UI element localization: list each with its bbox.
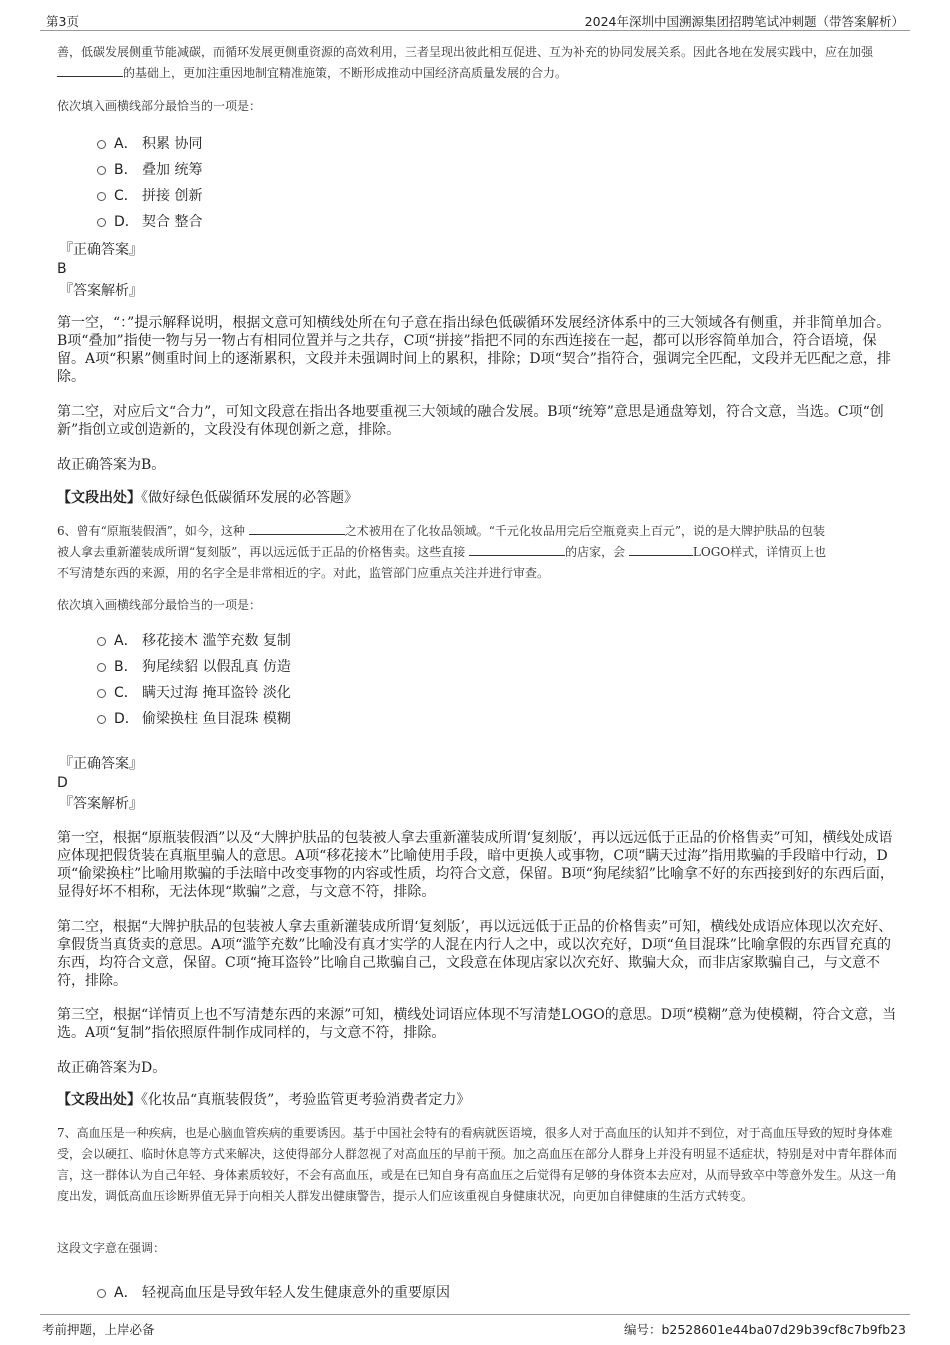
q5-analysis-3: 故正确答案为B。 [57, 457, 166, 473]
q5-prompt: 依次填入画横线部分最恰当的一项是： [57, 99, 262, 113]
q5-answer: B [57, 261, 67, 277]
q7-option-a[interactable]: A． 轻视高血压是导致年轻人发生健康意外的重要原因 [97, 1283, 450, 1303]
page-footer [40, 1314, 910, 1339]
q6-source: 【文段出处】《化妆品“真瓶装假货”，考验监管更考验消费者定力》 [57, 1092, 471, 1108]
q5-option-a[interactable]: A． 积累 协同 [97, 134, 202, 154]
page-header [40, 10, 910, 31]
radio-icon[interactable] [97, 1289, 106, 1298]
page-number: 第3页 [46, 14, 79, 29]
q5-option-c[interactable]: C． 拼接 创新 [97, 186, 202, 206]
q6-option-d[interactable]: D． 偷梁换柱 鱼目混珠 模糊 [97, 709, 291, 729]
q5-source: 【文段出处】《做好绿色低碳循环发展的必答题》 [57, 490, 358, 506]
q7-prompt: 这段文字意在强调： [57, 1241, 166, 1255]
footer-slogan: 考前押题，上岸必备 [42, 1322, 155, 1337]
q6-analysis-4: 故正确答案为D。 [57, 1060, 167, 1076]
q6-answer-label: 『正确答案』 [59, 756, 143, 772]
q6-option-b[interactable]: B． 狗尾续貂 以假乱真 仿造 [97, 657, 291, 677]
q6-blank-2 [469, 542, 565, 556]
q6-option-c[interactable]: C． 瞒天过海 掩耳盗铃 淡化 [97, 683, 291, 703]
q5-blank [57, 63, 123, 77]
radio-icon[interactable] [97, 218, 106, 227]
q6-analysis-label: 『答案解析』 [59, 796, 143, 812]
document-id: 编号：b2528601e44ba07d29b39cf8c7b9fb23 [623, 1322, 906, 1337]
q6-option-a[interactable]: A． 移花接木 滥竽充数 复制 [97, 631, 291, 651]
q5-option-d[interactable]: D． 契合 整合 [97, 212, 202, 232]
q5-option-b[interactable]: B． 叠加 统筹 [97, 160, 202, 180]
radio-icon[interactable] [97, 663, 106, 672]
q5-passage: 善，低碳发展侧重节能减碳，而循环发展更侧重资源的高效利用，三者呈现出彼此相互促进、互为补充的协同发展关系。因此各地在发展实践中，应在加强 的基础上，更加注重因地制宜精准施策，不断形成推动中国经济高质量发展的合力。 [57, 45, 874, 80]
document-title: 2024年深圳中国溯源集团招聘笔试冲刺题（带答案解析） [584, 14, 904, 29]
q6-blank-3 [629, 542, 693, 556]
q6-analysis-1: 第一空，根据“原瓶装假酒”以及“大牌护肤品的包装被人拿去重新灌装成所谓‘复刻版’，再以远远低于正品的价格售卖”可知，横线处成语应体现把假货装在真瓶里骗人的意思。A项“移花接木”比喻使用手段，暗中更换人或事物，C项“瞒天过海”指用欺骗的手段暗中行动，D项“偷梁换柱”比喻用欺骗的手法暗中改变事物的内容或性质，均符合文意，保留。B项“狗尾续貂”比喻拿不好的东西接到好的东西后面，显得好坏不相称，无法体现“欺骗”之意，与文意不符，排除。 [57, 830, 894, 900]
q5-analysis-1: 第一空，“：”提示解释说明，根据文意可知横线处所在句子意在指出绿色低碳循环发展经济体系中的三大领域各有侧重，并非简单加合。B项“叠加”指使一物与另一物占有相同位置并与之共存，C项“拼接”指把不同的东西连接在一起，都可以形容简单加合，符合语境，保留。A项“积累”侧重时间上的逐渐累积，文段并未强调时间上的累积，排除；D项“契合”指符合，强调完全匹配，文段并无匹配之意，排除。 [57, 315, 891, 385]
q6-passage: 6、曾有“原瓶装假酒”，如今，这种 之术被用在了化妆品领域。“千元化妆品用完后空瓶竟卖上百元”，说的是大牌护肤品的包装 被人拿去重新灌装成所谓“复刻版”，再以远远低于正品的价格售卖。这些直接 的店家，会 LOGO样式，详情页上也 不写清楚东西的来源，用的名字全是非常相近的字。对此，监管部门应重点关注并进行审查。 [57, 521, 897, 584]
radio-icon[interactable] [97, 166, 106, 175]
q5-analysis-2: 第二空，对应后文“合力”，可知文段意在指出各地要重视三大领域的融合发展。B项“统筹”意思是通盘筹划，符合文意，当选。C项“创新”指创立或创造新的，文段没有体现创新之意，排除。 [57, 404, 884, 438]
radio-icon[interactable] [97, 140, 106, 149]
q6-analysis-2: 第二空，根据“大牌护肤品的包装被人拿去重新灌装成所谓‘复刻版’，再以远远低于正品的价格售卖”可知，横线处成语应体现以次充好、拿假货当真货卖的意思。A项“滥竽充数”比喻没有真才实学的人混在内行人之中，或以次充好，D项“鱼目混珠”比喻拿假的东西冒充真的东西，均符合文意，保留。C项“掩耳盗铃”比喻自己欺骗自己，文段意在体现店家以次充好、欺骗大众，而非店家欺骗自己，与文意不符，排除。 [57, 919, 893, 989]
radio-icon[interactable] [97, 689, 106, 698]
q5-answer-label: 『正确答案』 [59, 242, 143, 258]
q6-analysis-3: 第三空，根据“详情页上也不写清楚东西的来源”可知，横线处词语应体现不写清楚LOGO的意思。D项“模糊”意为使模糊，符合文意，当选。A项“复制”指依照原件制作成同样的，与文意不符，排除。 [57, 1007, 897, 1041]
q5-analysis-label: 『答案解析』 [59, 283, 143, 299]
q6-answer: D [57, 775, 68, 791]
radio-icon[interactable] [97, 192, 106, 201]
q7-passage: 7、高血压是一种疾病，也是心脑血管疾病的重要诱因。基于中国社会特有的看病就医语境，很多人对于高血压的认知并不到位，对于高血压导致的短时身体难受，会以硬扛、临时休息等方式来解决，这使得部分人群忽视了对高血压的早前干预。加之高血压在部分人群身上并没有明显不适症状，特别是对中青年群体而言，这一群体认为自己年轻、身体素质较好，不会有高血压，或是在已知自身有高血压之后觉得有足够的身体资本去应对，从而导致卒中等意外发生。从这一角度出发，调低高血压诊断界值无异于向相关人群发出健康警告，提示人们应该重视自身健康状况，向更加自律健康的生活方式转变。 [57, 1126, 898, 1203]
q6-blank-1 [249, 521, 345, 535]
q6-prompt: 依次填入画横线部分最恰当的一项是： [57, 598, 262, 612]
radio-icon[interactable] [97, 637, 106, 646]
radio-icon[interactable] [97, 715, 106, 724]
